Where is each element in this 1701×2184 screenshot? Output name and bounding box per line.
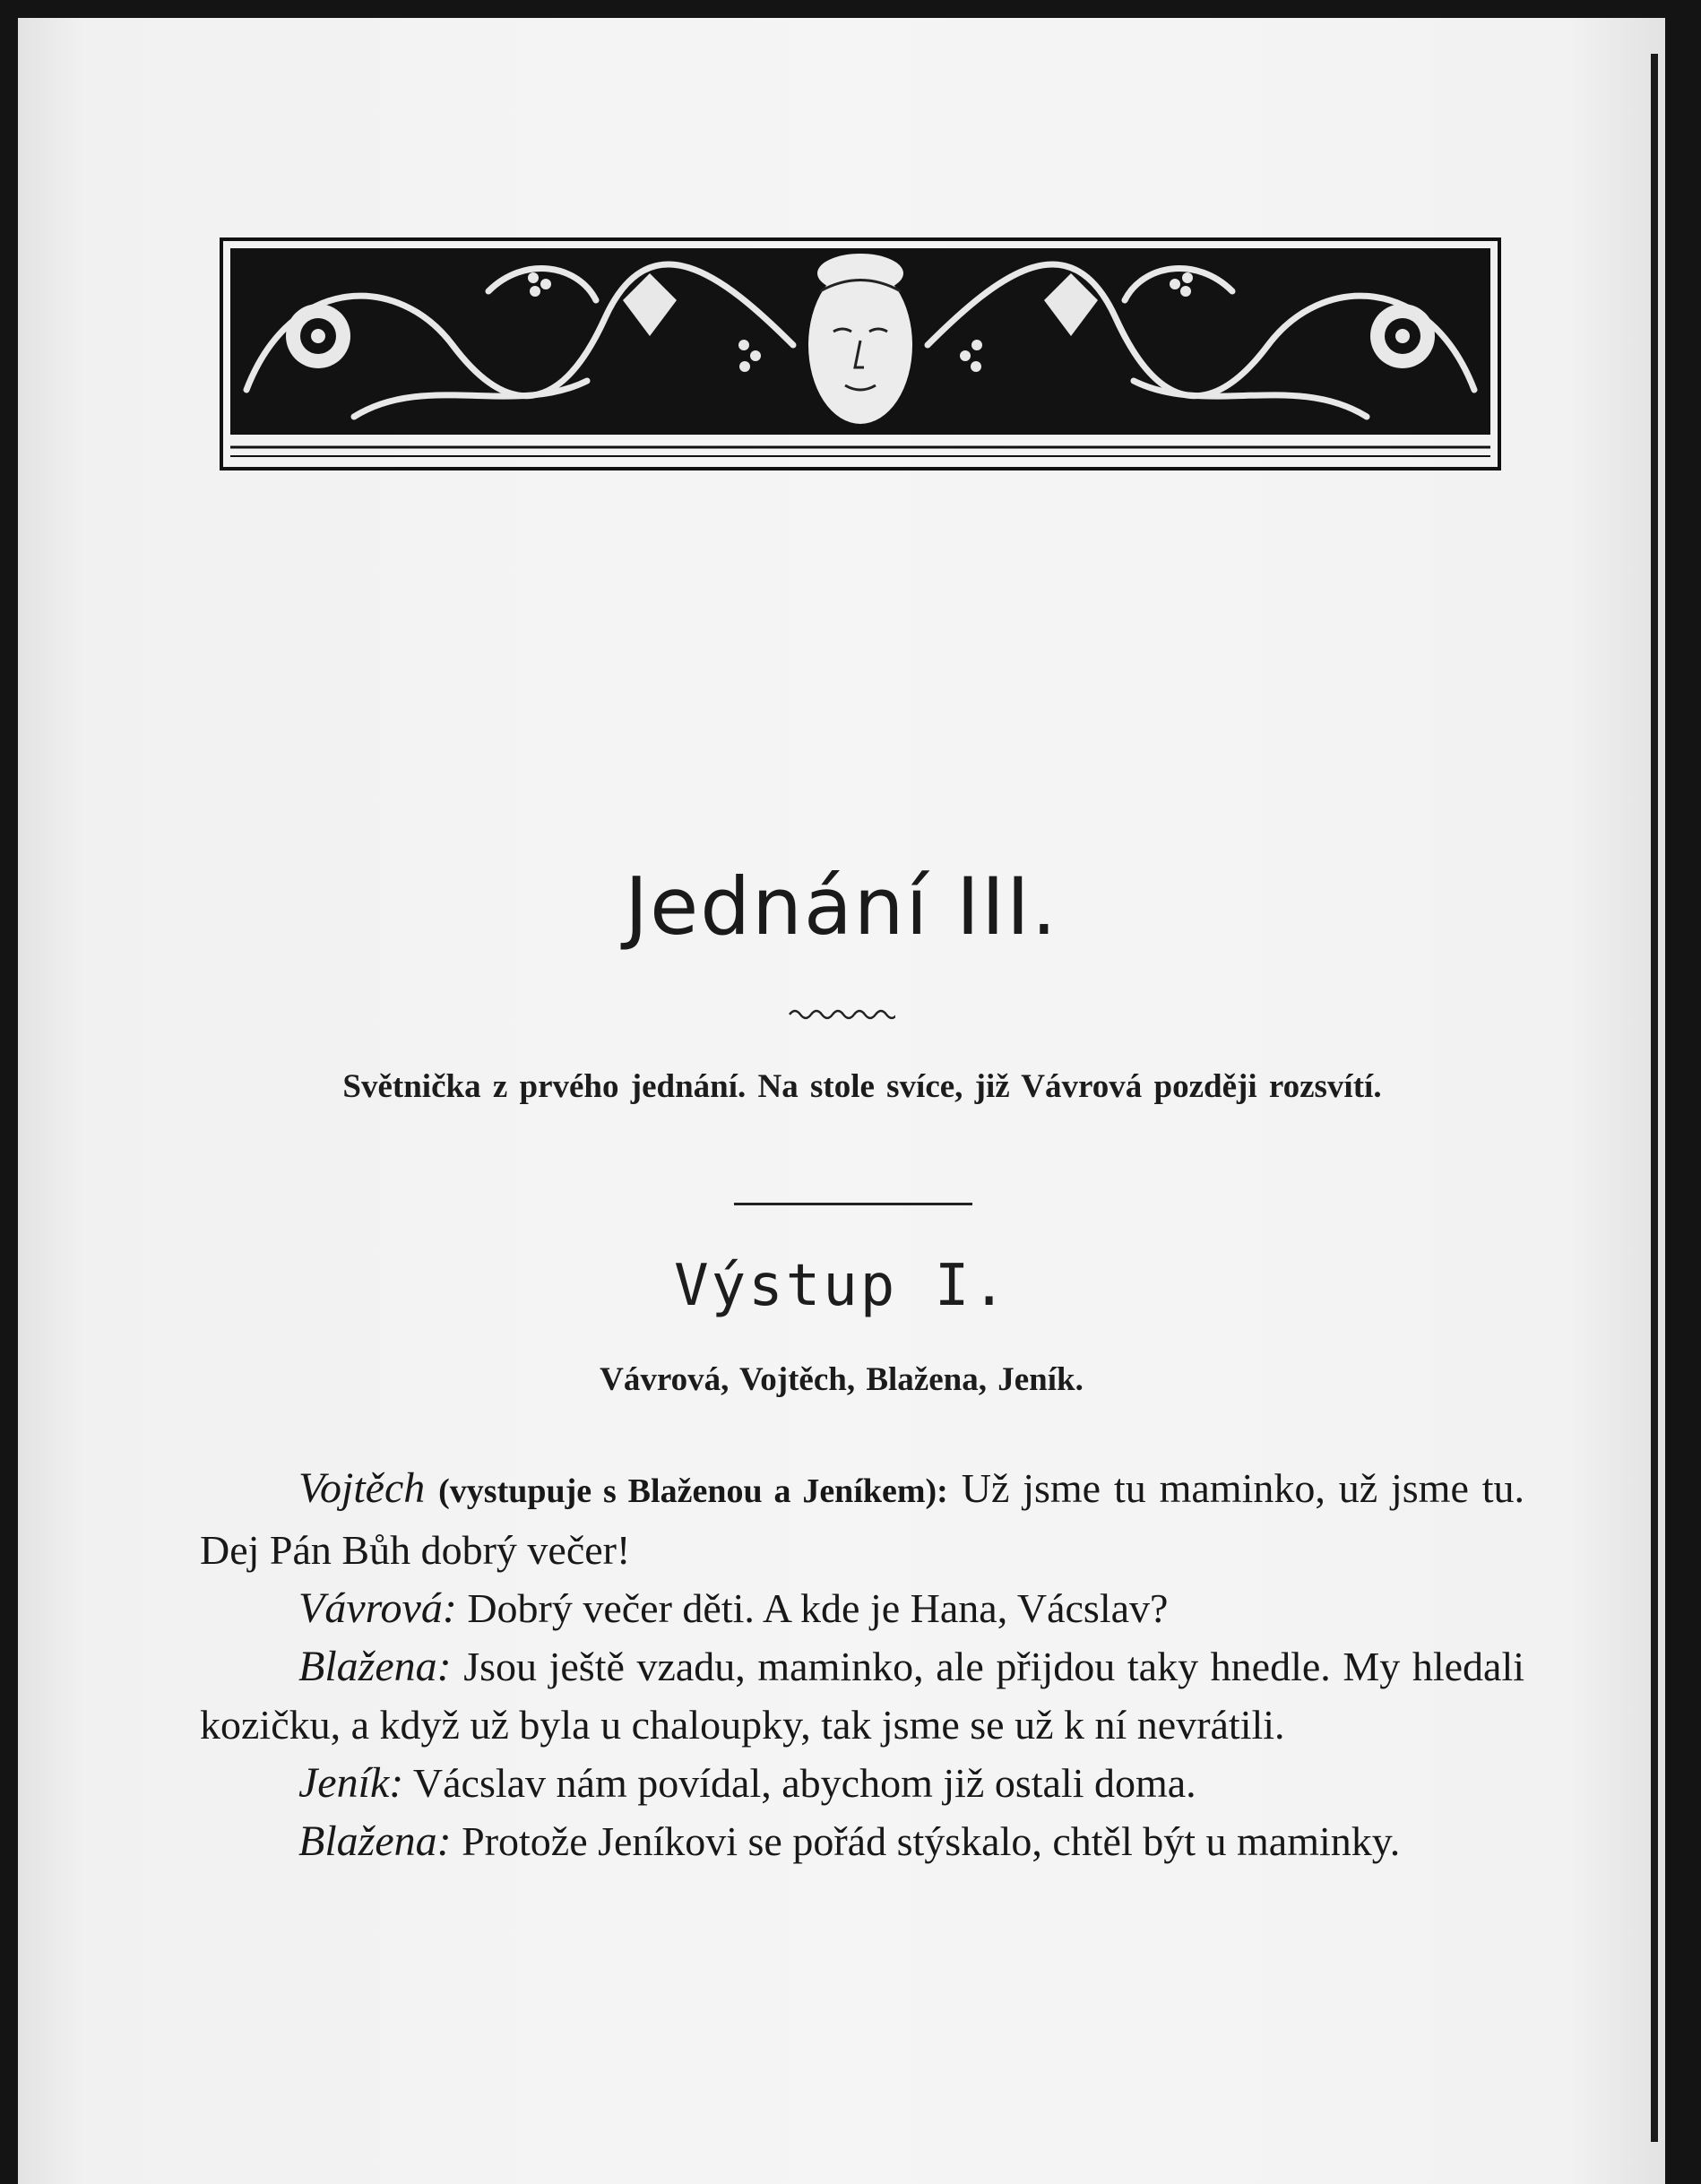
speech-text: Jsou ještě vzadu, maminko, ale přijdou taky hnedle. My hledali kozičku, a když už byla u chaloupky, tak jsme se už k ní nevrátili. xyxy=(200,1644,1525,1748)
divider-rule xyxy=(734,1203,972,1205)
speaker-name: Blažena: xyxy=(298,1643,452,1690)
speaker-name: Vojtěch xyxy=(298,1464,426,1512)
page-edge-shadow xyxy=(1651,54,1658,2142)
dialogue-line xyxy=(200,1812,1524,1870)
stage-direction: (vystupuje s Blaženou a Jeníkem): xyxy=(438,1472,948,1510)
dialogue-line xyxy=(200,1459,1524,1579)
speech-text: Dobrý večer děti. A kde je Hana, Vácslav? xyxy=(467,1585,1169,1631)
scene-title: Výstup I. xyxy=(674,1253,1009,1319)
act-title: Jednání III. xyxy=(625,860,1058,953)
dialogue-line xyxy=(200,1579,1524,1637)
character-list: Vávrová, Vojtěch, Blažena, Jeník. xyxy=(600,1361,1084,1398)
speaker-name: Vávrová: xyxy=(298,1584,457,1632)
speech-text: Protože Jeníkovi se pořád stýskalo, chtěl být u maminky. xyxy=(462,1818,1401,1864)
ornamental-frieze xyxy=(220,237,1501,470)
speaker-name: Jeník: xyxy=(298,1759,404,1807)
speaker-name: Blažena: xyxy=(298,1817,452,1865)
wavy-ornament xyxy=(788,1008,895,1021)
dialogue-line xyxy=(200,1637,1524,1754)
dialogue-block xyxy=(200,1459,1524,1870)
dialogue-line xyxy=(200,1754,1524,1812)
speech-text: Vácslav nám povídal, abychom již ostali doma. xyxy=(412,1760,1196,1806)
book-page xyxy=(18,18,1665,2184)
speech-text: Už jsme tu maminko, už jsme tu. Dej Pán Bůh dobrý večer! xyxy=(200,1465,1525,1573)
stage-setting: Světnička z prvého jednání. Na stole svíce, již Vávrová později rozsvítí. xyxy=(342,1068,1382,1105)
